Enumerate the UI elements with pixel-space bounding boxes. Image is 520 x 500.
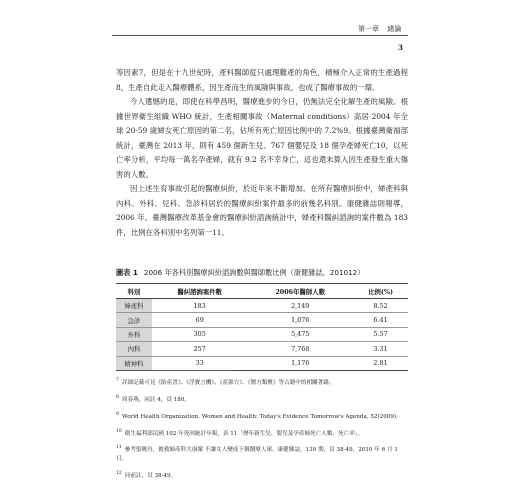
table-row [116, 327, 408, 341]
table-cell: 8.52 [353, 299, 408, 313]
footnote [116, 469, 408, 481]
footnote [116, 427, 408, 439]
body-text [116, 66, 408, 240]
table-cell: 1,176 [247, 356, 353, 370]
footnote-number: 12 [116, 471, 122, 477]
table-cell: 3.31 [353, 342, 408, 356]
footnote-text: 衛生福利部民國 102 年死因統計年報，表 11「歷年新生兒、嬰兒及孕產婦死亡人數、死亡率」。 [124, 430, 364, 437]
table-cell: 1,076 [247, 313, 353, 327]
table-cell: 7,768 [247, 342, 353, 356]
table-cell: 婦產科 [116, 299, 152, 313]
footnote-text: 參考張曉舟，擔救婦產科大崩壞 不讓女人變成下個醫療人球，康健雜誌，139 期，頁 38-49，2010 年 6 月 1 日。 [116, 447, 398, 463]
paragraph-1: 等因素7，但是在十九世紀時，產科醫師從只處理難產的角色，積極介入正常的生產過程8，生產自此走入醫療體系，因生產而生的風險與事故，也成了醫療事故的一環。 [116, 68, 408, 92]
footnote-rule [116, 370, 234, 371]
table-cell: 257 [152, 342, 247, 356]
footnote-number: 9 [116, 411, 119, 417]
table-cell: 急診 [116, 313, 152, 327]
table-cell: 精神科 [116, 356, 152, 370]
caption-text: 2006 年各科別醫療糾紛諮詢數與醫師數比例（康健雜誌，201012） [143, 268, 365, 277]
header-cell: 比例(%) [353, 284, 408, 299]
footnote-text: 周春燕，同註 4，頁 180。 [121, 396, 191, 403]
footnote [116, 393, 408, 405]
footnote [116, 443, 408, 464]
table-cell: 33 [152, 356, 247, 370]
running-header [358, 24, 407, 34]
header-rule [112, 35, 408, 36]
footnote-number: 11 [116, 445, 122, 451]
chapter-label: 第一章 [358, 25, 379, 33]
table-cell: 305 [152, 327, 247, 341]
table-cell: 2.81 [353, 356, 408, 370]
caption-label: 圖表 1 [116, 268, 138, 277]
table-cell: 5.57 [353, 327, 408, 341]
footnote [116, 376, 408, 388]
data-table [116, 283, 408, 371]
table-cell: 2,149 [247, 299, 353, 313]
table-row [116, 342, 408, 356]
table-cell: 69 [152, 313, 247, 327]
footnote-text: World Health Organization, Women and Health: Today's Evidence Tomorrow's Agenda, 52(2009). [121, 413, 398, 420]
footnote-number: 10 [116, 428, 122, 434]
table-header-row [116, 284, 408, 299]
table-cell: 6.41 [353, 313, 408, 327]
footnote [116, 410, 408, 422]
page-number: 3 [398, 43, 403, 52]
table-cell: 內科 [116, 342, 152, 356]
table-caption [116, 268, 408, 278]
footnotes [116, 376, 408, 486]
table-cell: 183 [152, 299, 247, 313]
header-cell: 科別 [116, 284, 152, 299]
table-cell: 5,475 [247, 327, 353, 341]
chapter-title: 緒論 [387, 25, 402, 33]
paragraph-3: 因上述生育事故引起的醫療糾紛，於近年來不斷增加。在所有醫療糾紛中，婦產科與內科、外科、兒科、急診科居於的醫療糾紛案件最多的前幾名科別。康健雜誌則報導，2006 年，臺灣醫療改革基金會的醫療糾紛諮詢統計中，婦產科醫糾諮詢的案件數為 183 件，比例在各科別中名列第一11。 [116, 184, 408, 237]
footnote-text: 同前註，頁 38-49。 [124, 473, 177, 480]
table-row [116, 299, 408, 313]
paragraph-2: 今人遺憾的是，即使在科學昌明，醫療進步的今日，仍無法完全化解生產的風險。根據世界衛生組織 WHO 統計，生產相關事故（Maternal conditions）高居 2004 年全球 20-59 歲婦女死亡原因的第二名，佔所有死亡原因比例中的 7.2%9。根據臺灣衛福部統計，臺灣在 2013 年，則有 459 個新生兒、767 個嬰兒及 18 個孕產婦死亡10，以死亡率分析，平均每一萬名孕產婦，就有 9.2 名不幸身亡，這也還未算入因生產發生重大傷害的人數。 [116, 97, 408, 179]
table-row [116, 356, 408, 370]
header-cell: 2006年醫師人數 [247, 284, 353, 299]
footnote-text: 詳細記載可見《胎產書》、《浮寶言機》、《產源方》、《醫方類聚》等古籍中的相關著錄。 [121, 379, 335, 386]
table-cell: 外科 [116, 327, 152, 341]
footnote-number: 7 [116, 378, 119, 383]
table-row [116, 313, 408, 327]
footnote-number: 8 [116, 394, 119, 400]
header-cell: 醫糾諮詢案件數 [152, 284, 247, 299]
